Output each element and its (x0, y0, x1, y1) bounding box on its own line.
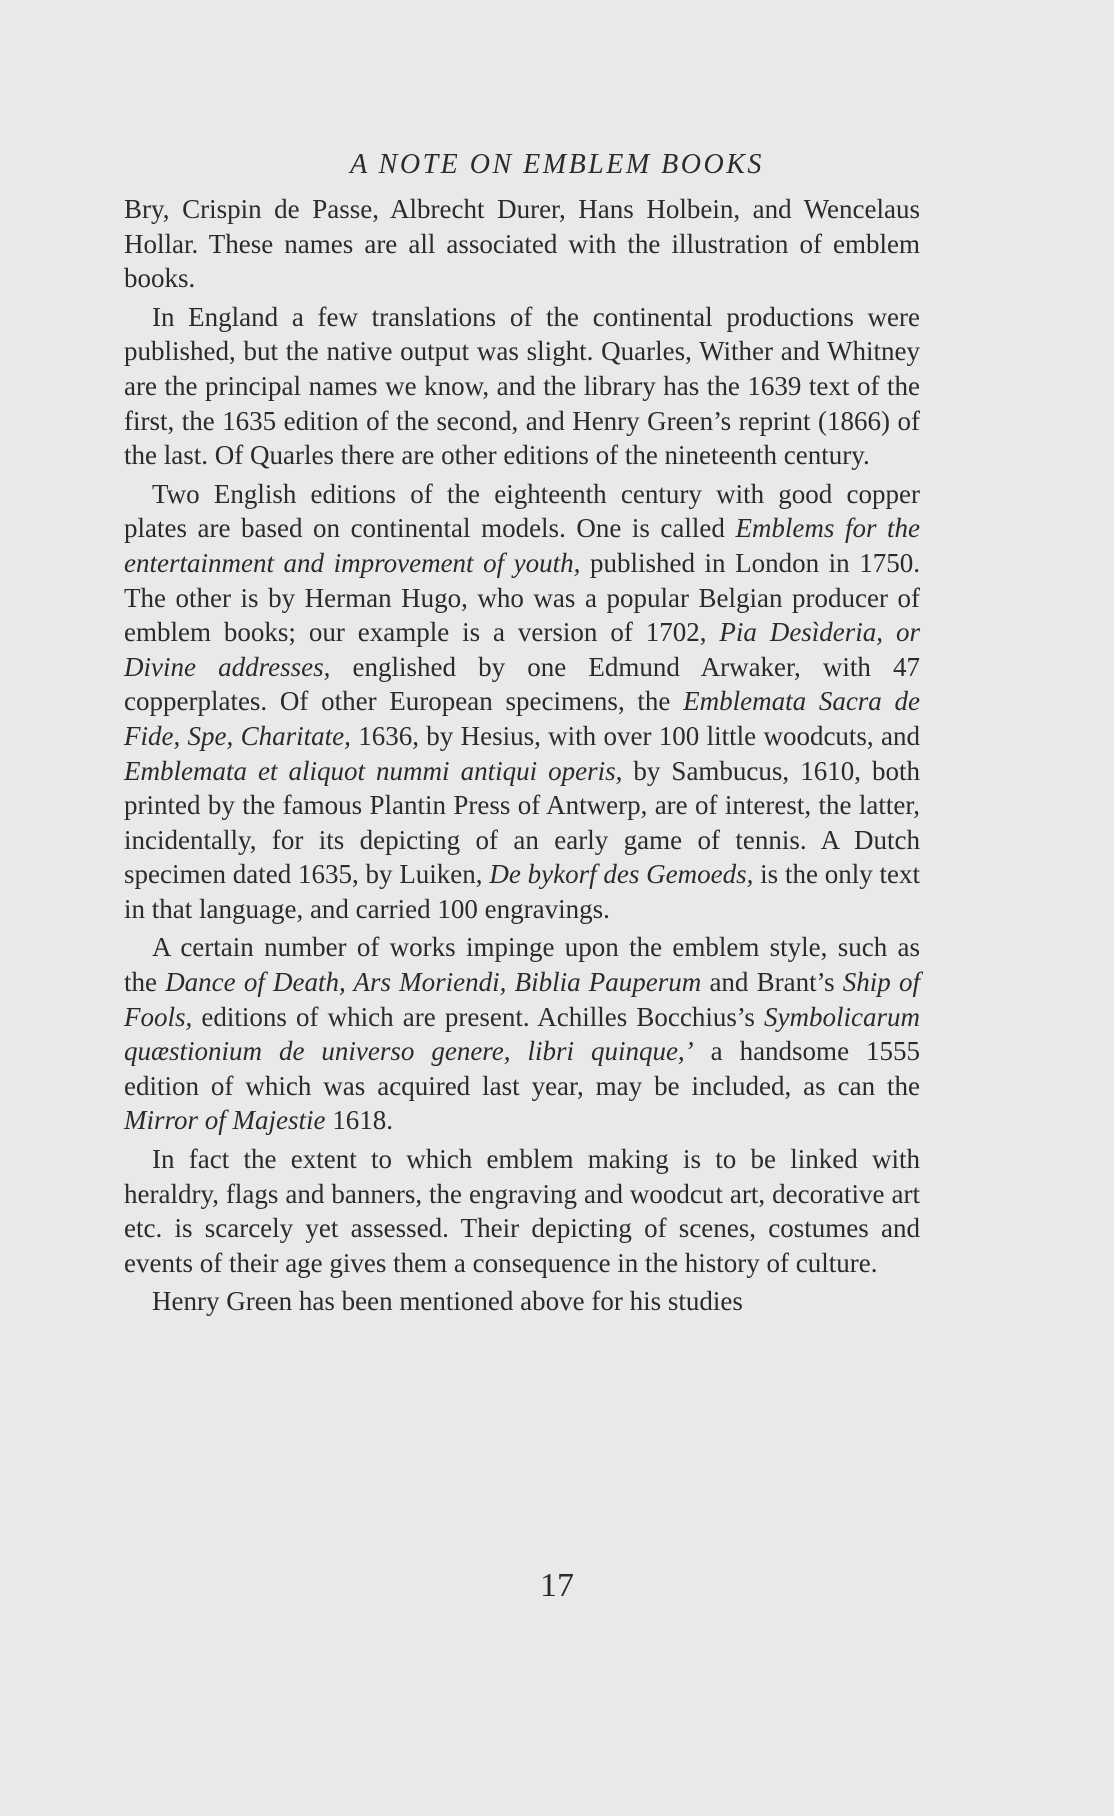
text-run: is the only text in that language, and carried 100 engravings. (124, 859, 920, 924)
body-text (124, 192, 920, 1319)
italic-title: Emblemata Sacra de Fide, Spe, Charitate, (124, 686, 921, 751)
paragraph (124, 1284, 920, 1319)
paragraph (124, 300, 920, 473)
text-run: and Brant’s (701, 967, 843, 998)
paragraph (124, 477, 920, 927)
paragraph (124, 1142, 920, 1280)
italic-title: Ship of Fools, (124, 967, 920, 1032)
italic-title: Emblems for the entertainment and improvement of youth, (124, 513, 920, 578)
text-run: In England a few translations of the continental productions were published, but the native output was slight. Quarles, Wither and Whitney are the principal names we know, and the library has the 1639 text of the first, the 1635 edition of the second, and Henry Green’s reprint (1866) of the last. Of Quarles there are other editions of the nineteenth century. (124, 301, 920, 471)
italic-title: Pia Desìderia, or Divine addresses, (124, 617, 920, 682)
text-run: In fact the extent to which emblem making is to be linked with heraldry, flags and banners, the engraving and woodcut art, decorative art etc. is scarcely yet assessed. Their depicting of scenes, costumes and events of their age gives them a consequence in the history of culture. (124, 1144, 920, 1278)
italic-title: Symbolicarum quæstionium de universo genere, libri quinque,’ (124, 1001, 920, 1067)
text-run: by Sambucus, 1610, both printed by the famous Plantin Press of Antwerp, are of interest, the latter, incidentally, for its depicting of an early game of tennis. A Dutch specimen dated 1635, by Luiken, (124, 755, 920, 890)
text-run: englished by one Edmund Arwaker, with 47 copperplates. Of other European specimens, the (124, 651, 920, 717)
italic-title: Dance of Death, Ars Moriendi, Biblia Pauperum (165, 967, 702, 998)
text-run: Two English editions of the eighteenth century with good copper plates are based on continental models. One is called (124, 478, 920, 544)
italic-title: Emblemata et aliquot nummi antiqui operis, (124, 755, 623, 786)
text-run: published in London in 1750. The other is by Herman Hugo, who was a popular Belgian producer of emblem books; our example is a version of 1702, (124, 547, 920, 648)
text-run: editions of which are present. Achilles Bocchius’s (192, 1001, 765, 1032)
text-run: Henry Green has been mentioned above for his studies (152, 1286, 743, 1317)
text-run: 1636, by Hesius, with over 100 little woodcuts, and (350, 720, 920, 751)
text-run: a handsome 1555 edition of which was acquired last year, may be included, as can the (124, 1036, 920, 1101)
page-number: 17 (540, 1567, 574, 1604)
italic-title: De bykorf des Gemoeds, (489, 859, 754, 890)
text-run: A certain number of works impinge upon the emblem style, such as the (124, 932, 920, 998)
italic-title: Mirror of Majestie (124, 1105, 326, 1136)
paragraph (124, 192, 920, 296)
running-head: A NOTE ON EMBLEM BOOKS (350, 149, 764, 180)
text-run: Bry, Crispin de Passe, Albrecht Durer, Hans Holbein, and Wencelaus Hollar. These names are all associated with the illustration of emblem books. (124, 194, 920, 294)
text-run: 1618. (325, 1105, 393, 1136)
paragraph (124, 930, 920, 1138)
